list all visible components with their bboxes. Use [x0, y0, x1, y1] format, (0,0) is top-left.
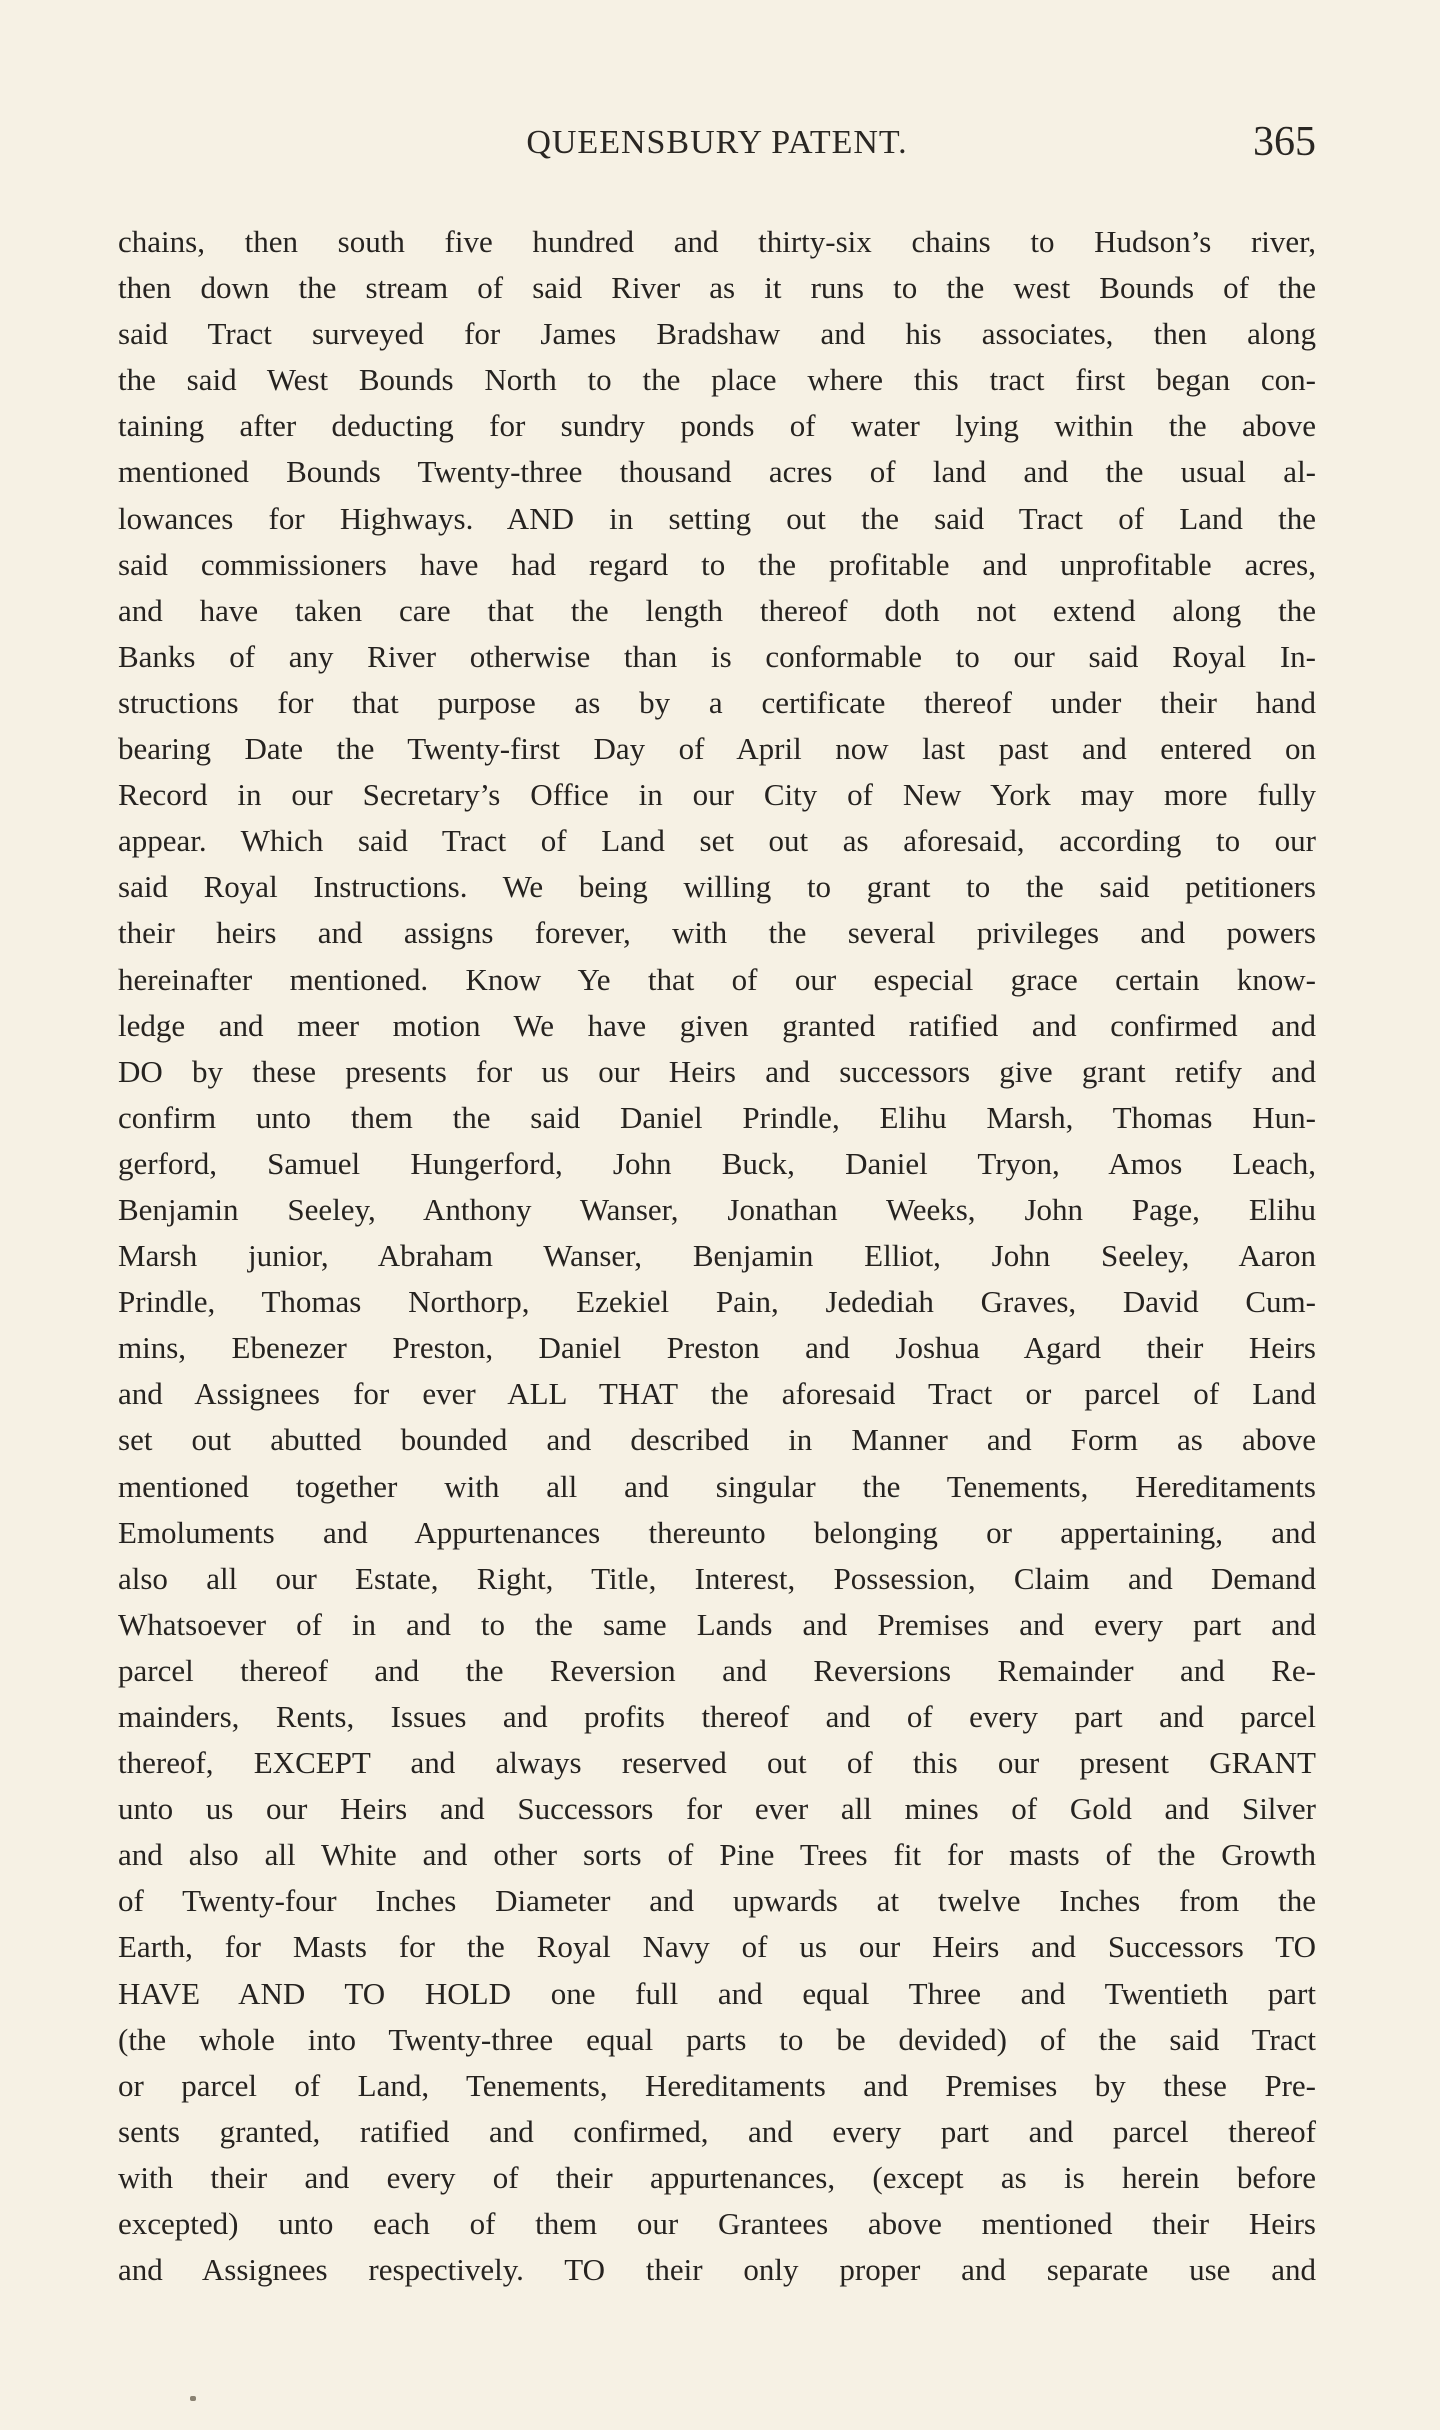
running-title: QUEENSBURY PATENT. — [526, 124, 908, 161]
text-line: ledge and meer motion We have given granted ratified and confirmed and — [118, 1007, 1316, 1043]
text-line: then down the stream of said River as it runs to the west Bounds of the — [118, 270, 1316, 306]
text-line: the said West Bounds North to the place where this tract first began con- — [118, 362, 1316, 398]
text-line: Banks of any River otherwise than is conformable to our said Royal In- — [118, 638, 1316, 674]
text-line: taining after deducting for sundry ponds of water lying within the above — [118, 408, 1316, 444]
text-line: of Twenty-four Inches Diameter and upwards at twelve Inches from the — [118, 1883, 1316, 1919]
page-header — [118, 118, 1316, 178]
text-line: mainders, Rents, Issues and profits thereof and of every part and parcel — [118, 1699, 1316, 1734]
text-line: mentioned Bounds Twenty-three thousand acres of land and the usual al- — [118, 454, 1316, 490]
text-line: mentioned together with all and singular the Tenements, Hereditaments — [118, 1468, 1316, 1504]
text-line: DO by these presents for us our Heirs and successors give grant retify and — [118, 1053, 1316, 1089]
text-line: Benjamin Seeley, Anthony Wanser, Jonathan Weeks, John Page, Elihu — [118, 1191, 1316, 1227]
text-line: said Tract surveyed for James Bradshaw and his associates, then along — [118, 316, 1316, 352]
body-text — [118, 219, 1316, 2293]
text-line: sents granted, ratified and confirmed, and every part and parcel thereof — [118, 2113, 1316, 2149]
text-line: (the whole into Twenty-three equal parts to be devided) of the said Tract — [118, 2021, 1316, 2057]
text-line: chains, then south five hundred and thirty-six chains to Hudson’s river, — [118, 224, 1316, 259]
text-line: also all our Estate, Right, Title, Interest, Possession, Claim and Demand — [118, 1560, 1316, 1596]
page-number: 365 — [1253, 119, 1316, 165]
text-line: Emoluments and Appurtenances thereunto belonging or appertaining, and — [118, 1514, 1316, 1550]
print-speck — [190, 2396, 196, 2401]
text-line: and also all White and other sorts of Pine Trees fit for masts of the Growth — [118, 1837, 1316, 1873]
text-line: said commissioners have had regard to the profitable and unprofitable acres, — [118, 546, 1316, 582]
text-line: and Assignees for ever ALL THAT the aforesaid Tract or parcel of Land — [118, 1376, 1316, 1412]
text-line: their heirs and assigns forever, with the several privileges and powers — [118, 915, 1316, 951]
text-line: bearing Date the Twenty-first Day of April now last past and entered on — [118, 731, 1316, 767]
text-line: Record in our Secretary’s Office in our City of New York may more fully — [118, 777, 1316, 813]
text-line: thereof, EXCEPT and always reserved out of this our present GRANT — [118, 1745, 1316, 1781]
text-line: mins, Ebenezer Preston, Daniel Preston and Joshua Agard their Heirs — [118, 1330, 1316, 1366]
text-line: set out abutted bounded and described in Manner and Form as above — [118, 1422, 1316, 1458]
text-line: confirm unto them the said Daniel Prindle, Elihu Marsh, Thomas Hun- — [118, 1099, 1316, 1135]
text-line: Earth, for Masts for the Royal Navy of us our Heirs and Successors TO — [118, 1929, 1316, 1965]
text-line: unto us our Heirs and Successors for ever all mines of Gold and Silver — [118, 1791, 1316, 1827]
text-line: gerford, Samuel Hungerford, John Buck, Daniel Tryon, Amos Leach, — [118, 1145, 1316, 1181]
text-line: hereinafter mentioned. Know Ye that of our especial grace certain know- — [118, 961, 1316, 997]
text-line: and Assignees respectively. TO their only proper and separate use and — [118, 2252, 1316, 2288]
text-line: Whatsoever of in and to the same Lands and Premises and every part and — [118, 1606, 1316, 1642]
text-line: appear. Which said Tract of Land set out as aforesaid, according to our — [118, 823, 1316, 859]
text-line: said Royal Instructions. We being willing to grant to the said petitioners — [118, 869, 1316, 905]
text-line: structions for that purpose as by a certificate thereof under their hand — [118, 684, 1316, 720]
text-line: or parcel of Land, Tenements, Hereditaments and Premises by these Pre- — [118, 2067, 1316, 2103]
text-line: Prindle, Thomas Northorp, Ezekiel Pain, Jedediah Graves, David Cum- — [118, 1284, 1316, 1320]
text-line: excepted) unto each of them our Grantees above mentioned their Heirs — [118, 2206, 1316, 2242]
text-line: parcel thereof and the Reversion and Reversions Remainder and Re- — [118, 1652, 1316, 1688]
text-line: and have taken care that the length thereof doth not extend along the — [118, 592, 1316, 628]
text-line: lowances for Highways. AND in setting out the said Tract of Land the — [118, 500, 1316, 536]
text-line: HAVE AND TO HOLD one full and equal Three and Twentieth part — [118, 1975, 1316, 2011]
text-line: Marsh junior, Abraham Wanser, Benjamin Elliot, John Seeley, Aaron — [118, 1238, 1316, 1274]
text-line: with their and every of their appurtenances, (except as is herein before — [118, 2159, 1316, 2195]
